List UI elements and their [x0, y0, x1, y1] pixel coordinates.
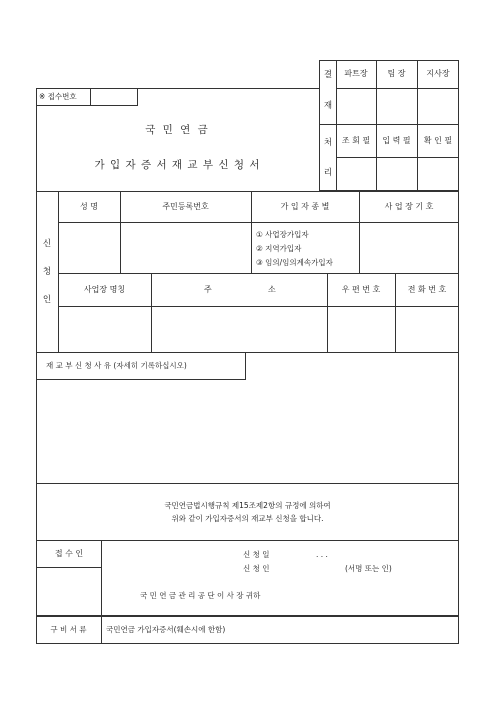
- postal-code-field[interactable]: [328, 307, 395, 353]
- approval-label-char: 재: [323, 101, 333, 111]
- header-workplace-name: 사업장 명칭: [83, 285, 126, 294]
- name-field[interactable]: [58, 223, 120, 273]
- addressee: 국 민 연 금 관 리 공 단 이 사 장 귀하: [140, 591, 261, 600]
- header-phone: 전 화 번 호: [407, 285, 447, 294]
- processing-label-char: 리: [323, 168, 333, 178]
- receipt-stamp-field[interactable]: [37, 569, 101, 615]
- header-address-part2: 소: [268, 285, 276, 294]
- address-field[interactable]: [152, 307, 327, 353]
- workplace-name-field[interactable]: [58, 307, 151, 353]
- divider: [336, 88, 459, 89]
- divider: [336, 157, 459, 158]
- receipt-number-label: ※ 접수번호: [39, 92, 77, 101]
- header-workplace-code: 사 업 장 기 호: [384, 201, 434, 211]
- processing-col-confirm: 확 인 필: [423, 135, 453, 145]
- receipt-stamp-label: 접 수 인: [54, 549, 84, 558]
- header-subscriber-type: 가 입 자 종 별: [280, 201, 330, 211]
- divider: [101, 616, 102, 644]
- required-documents-value: 국민연금 가입자증서(훼손시에 한함): [106, 625, 226, 634]
- divider: [138, 88, 319, 89]
- application-date-label: 신 청 일: [243, 550, 270, 559]
- approval-col-part-leader: 파트장: [344, 69, 368, 78]
- type-option-workplace[interactable]: ① 사업장가입자: [256, 230, 309, 239]
- statement-line1: 국민연금법시행규칙 제15조제2항의 규정에 의하여: [164, 501, 331, 510]
- resident-number-field[interactable]: [121, 223, 251, 273]
- approval-col-team-leader: 팀 장: [387, 69, 406, 78]
- divider: [90, 88, 91, 106]
- reason-label: 재 교 부 신 청 사 유 (자세히 기록하십시오): [46, 361, 187, 370]
- processing-col-input: 입 력 필: [382, 135, 411, 145]
- form-title-line1: 국 민 연 금: [145, 124, 210, 136]
- divider: [36, 106, 37, 191]
- required-documents-label: 구 비 서 류: [50, 625, 87, 635]
- header-postal-code: 우 편 번 호: [341, 285, 381, 294]
- header-address-part1: 주: [204, 285, 212, 294]
- approval-label-char: 결: [323, 70, 333, 80]
- type-option-regional[interactable]: ② 지역가입자: [256, 244, 302, 253]
- approval-col-branch-head: 지사장: [426, 69, 450, 78]
- phone-field[interactable]: [396, 307, 459, 353]
- statement-section: [36, 484, 459, 540]
- processing-label-char: 처: [323, 138, 333, 148]
- processing-col-inquiry: 조 회 필: [341, 135, 371, 145]
- header-resident-number: 주민등록번호: [162, 201, 209, 211]
- header-name: 성 명: [80, 201, 98, 211]
- statement-line2: 위와 같이 가입자증서의 재교부 신청을 합니다.: [171, 514, 324, 523]
- applicant-side-label: 신: [42, 239, 52, 249]
- type-option-voluntary[interactable]: ③ 임의/임의계속가입자: [256, 258, 333, 267]
- signature-note[interactable]: (서명 또는 인): [345, 564, 392, 573]
- applicant-side-label: 인: [42, 295, 52, 305]
- form-title-line2: 가 입 자 증 서 재 교 부 신 청 서: [94, 159, 261, 171]
- reason-field[interactable]: [37, 381, 458, 483]
- applicant-signature-label: 신 청 인: [243, 564, 270, 573]
- application-date-field[interactable]: . . .: [316, 550, 328, 559]
- applicant-side-label: 청: [42, 267, 52, 277]
- workplace-code-field[interactable]: [360, 223, 459, 273]
